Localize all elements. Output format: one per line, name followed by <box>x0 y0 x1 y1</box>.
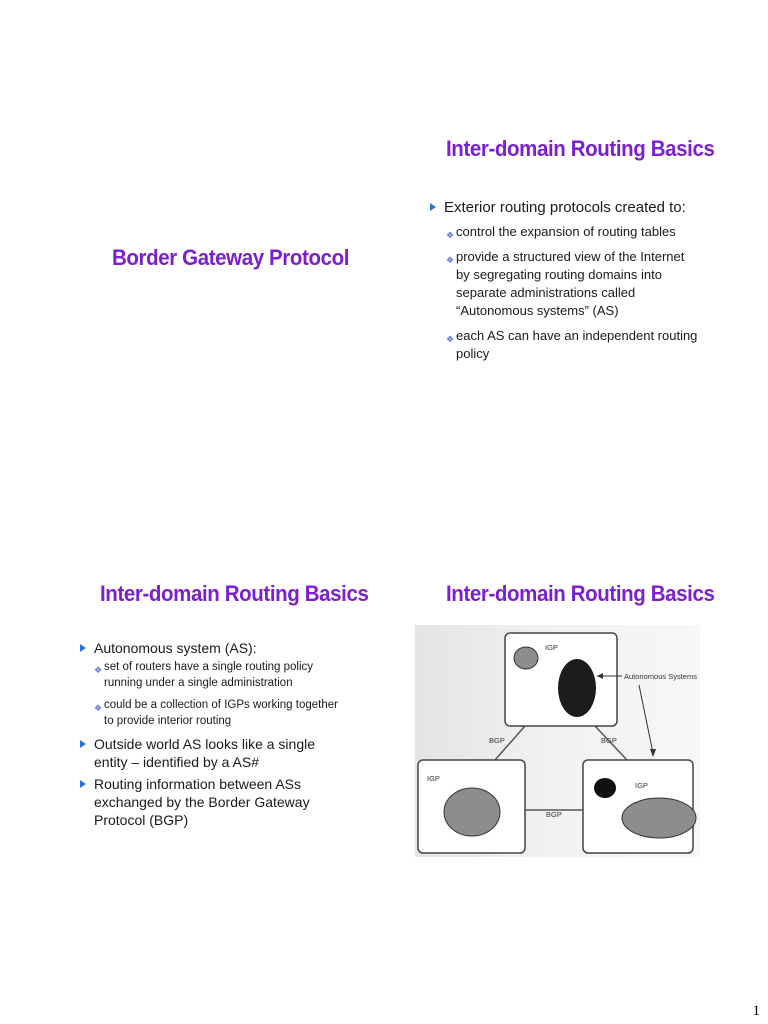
igp-label-top: IGP <box>545 643 558 652</box>
triangle-arrow-icon <box>80 780 86 788</box>
slide-title: Inter-domain Routing Basics <box>100 581 369 606</box>
igp-label-left: IGP <box>427 774 440 783</box>
sub-bullet-item <box>94 659 350 691</box>
triangle-arrow-icon <box>80 740 86 748</box>
igp-domain-small <box>514 647 538 669</box>
bgp-label-left: BGP <box>489 736 505 745</box>
sub-bullet-item <box>94 697 350 729</box>
slide-3 <box>60 575 405 828</box>
igp-domain-dark-small <box>594 778 616 798</box>
triangle-arrow-icon <box>80 644 86 652</box>
bullet-item <box>80 775 350 829</box>
slide-1 <box>40 130 385 380</box>
sub-bullet-item <box>446 327 700 363</box>
igp-domain-left <box>444 788 500 836</box>
bullet-list <box>80 639 350 829</box>
bullet-text: Autonomous system (AS): <box>94 640 257 656</box>
igp-domain-dark <box>558 659 596 717</box>
bullet-item <box>80 735 350 771</box>
bullet-text: Outside world AS looks like a single entity – identified by a AS# <box>94 736 315 770</box>
slide-title: Inter-domain Routing Basics <box>446 136 715 161</box>
sub-bullet-text: provide a structured view of the Internet by segregating routing domains into separate administrations called “Autonomous systems” (AS) <box>456 249 685 318</box>
sub-bullet-item <box>446 223 700 241</box>
diamond-icon: ❖ <box>94 665 103 675</box>
diamond-icon: ❖ <box>94 703 103 713</box>
diamond-icon: ❖ <box>446 255 455 265</box>
diamond-icon: ❖ <box>446 230 455 240</box>
slide-body <box>80 639 350 833</box>
bullet-item <box>80 639 350 729</box>
bullet-list <box>430 198 700 363</box>
autonomous-systems-diagram <box>415 625 700 857</box>
sub-bullet-text: control the expansion of routing tables <box>456 224 676 239</box>
sub-bullet-text: set of routers have a single routing policy running under a single administration <box>104 661 314 689</box>
igp-domain-right <box>622 798 696 838</box>
sub-bullet-list <box>94 659 350 729</box>
triangle-arrow-icon <box>430 203 436 211</box>
diamond-icon: ❖ <box>446 334 455 344</box>
igp-label-right: IGP <box>635 781 648 790</box>
bgp-label-bottom: BGP <box>546 810 562 819</box>
bullet-text: Exterior routing protocols created to: <box>444 199 686 216</box>
callout-label: Autonomous Systems <box>624 672 697 681</box>
slide-body <box>430 198 700 370</box>
sub-bullet-text: each AS can have an independent routing policy <box>456 328 698 361</box>
slide-2 <box>410 130 755 380</box>
slide-title: Border Gateway Protocol <box>112 245 350 270</box>
sub-bullet-item <box>446 248 700 320</box>
bgp-label-right: BGP <box>601 736 617 745</box>
sub-bullet-text: could be a collection of IGPs working together to provide interior routing <box>104 699 338 727</box>
bullet-text: Routing information between ASs exchanged by the Border Gateway Protocol (BGP) <box>94 776 310 828</box>
page-number: 1 <box>752 1003 760 1019</box>
slide-4 <box>410 575 755 825</box>
bullet-item <box>430 198 700 363</box>
slide-title: Inter-domain Routing Basics <box>446 581 715 606</box>
sub-bullet-list <box>446 223 700 363</box>
